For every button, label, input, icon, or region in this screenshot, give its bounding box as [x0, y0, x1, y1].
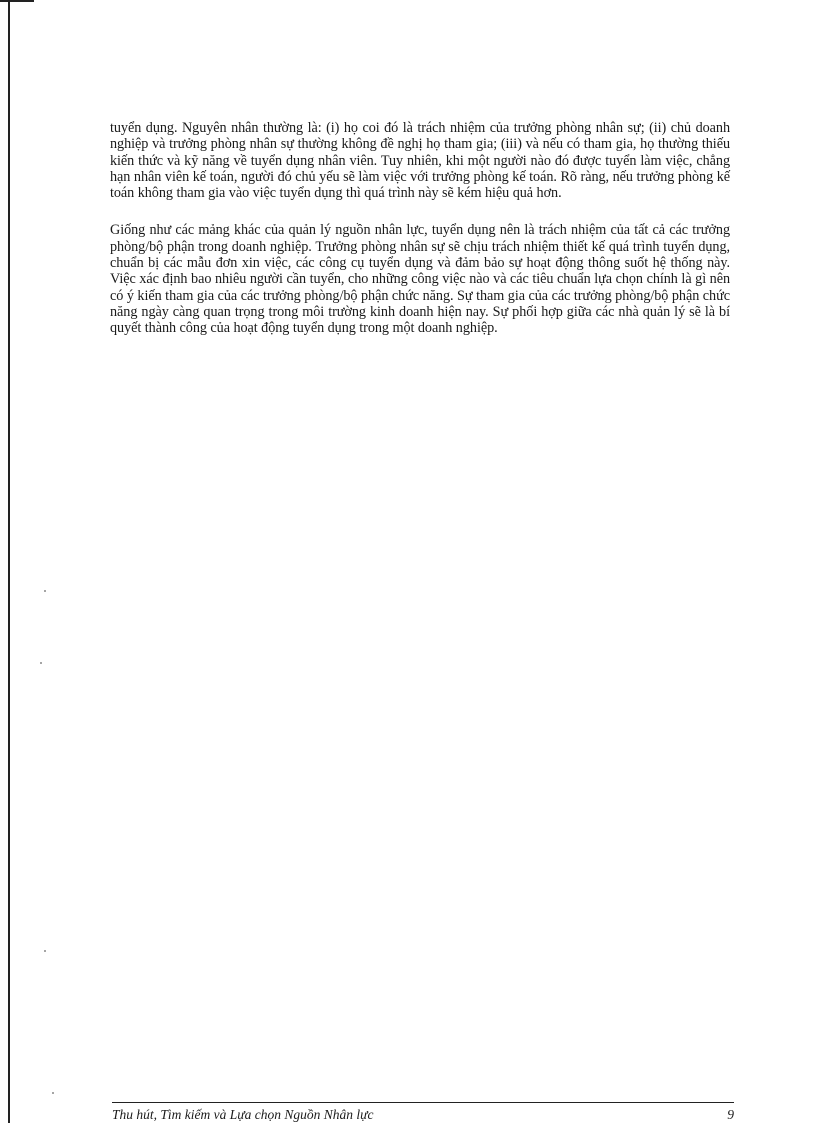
- scan-speck: [44, 590, 46, 592]
- footer-title: Thu hút, Tìm kiếm và Lựa chọn Nguồn Nhân lực: [112, 1107, 374, 1122]
- paragraph-1: tuyển dụng. Nguyên nhân thường là: (i) họ coi đó là trách nhiệm của trưởng phòng nhân sự; (ii) chủ doanh nghiệp và trưởng phòng nhân sự thường không đề nghị họ tham gia; (iii) và nếu có tham gia, họ thường thiếu kiến thức và kỹ năng về tuyển dụng nhân viên. Tuy nhiên, khi một người nào đó được tuyển làm việc, chẳng hạn nhân viên kế toán, người đó chủ yếu sẽ làm việc với trưởng phòng kế toán. Rõ ràng, nếu trưởng phòng kế toán không tham gia vào việc tuyển dụng thì quá trình này sẽ kém hiệu quả hơn.: [110, 120, 730, 202]
- scan-speck: [52, 1092, 54, 1094]
- page-body: [110, 120, 730, 358]
- scan-speck: [40, 662, 42, 664]
- scan-speck: [44, 950, 46, 952]
- page-footer: [112, 1102, 734, 1123]
- page-number: 9: [727, 1107, 734, 1122]
- scan-edge-left: [8, 0, 10, 1123]
- paragraph-2: Giống như các mảng khác của quản lý nguồn nhân lực, tuyển dụng nên là trách nhiệm của tất cả các trưởng phòng/bộ phận trong doanh nghiệp. Trưởng phòng nhân sự sẽ chịu trách nhiệm thiết kế quá trình tuyển dụng, chuẩn bị các mẫu đơn xin việc, các công cụ tuyển dụng và đảm bảo sự hoạt động thông suốt hệ thống này. Việc xác định bao nhiêu người cần tuyển, cho những công việc nào và các tiêu chuẩn lựa chọn chính là gì nên có ý kiến tham gia của các trưởng phòng/bộ phận chức năng. Sự tham gia của các trưởng phòng/bộ phận chức năng ngày càng quan trọng trong môi trường kinh doanh hiện nay. Sự phối hợp giữa các nhà quản lý sẽ là bí quyết thành công của hoạt động tuyển dụng trong một doanh nghiệp.: [110, 222, 730, 337]
- scan-edge-top: [0, 0, 34, 2]
